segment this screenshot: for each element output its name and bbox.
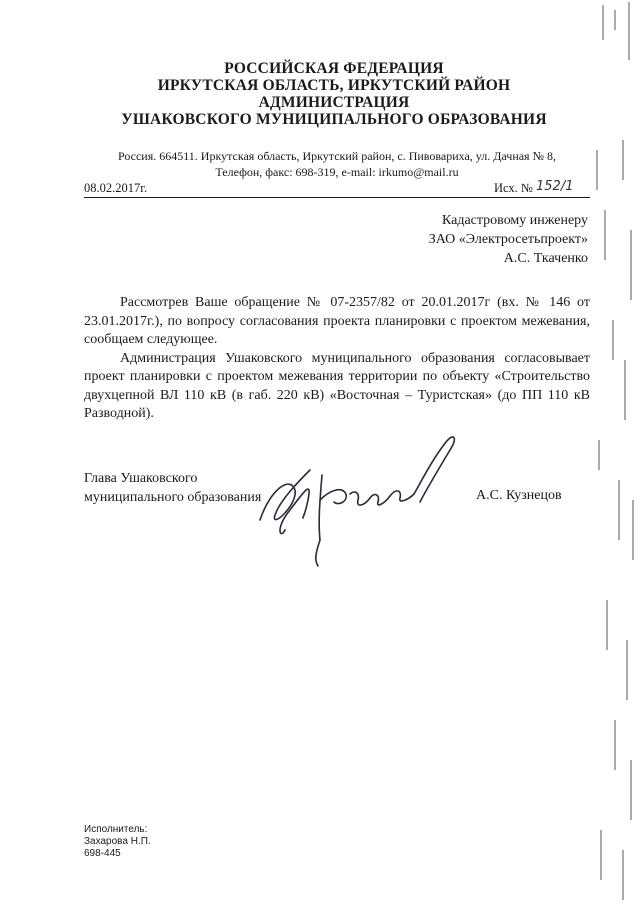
- handwritten-signature: [250, 420, 470, 570]
- letter-body: [84, 294, 590, 424]
- executor-name: Захарова Н.П.: [84, 836, 151, 847]
- scan-margin-artifacts: [585, 0, 640, 905]
- body-paragraph-1: Рассмотрев Ваше обращение № 07-2357/82 от 20.01.2017г (вх. № 146 от 23.01.2017г.), по вопросу согласования проекта планировки с проектом межевания, сообщаем следующее.: [84, 295, 590, 347]
- address-postal: Россия. 664511. Иркутская область, Иркутский район, с. Пивовариха, ул. Дачная № 8,: [117, 149, 557, 163]
- outgoing-number: 152/1: [536, 179, 574, 194]
- letterhead-administration: АДМИНИСТРАЦИЯ: [258, 94, 410, 111]
- letterhead: [84, 60, 584, 128]
- letterhead-municipality: УШАКОВСКОГО МУНИЦИПАЛЬНОГО ОБРАЗОВАНИЯ: [121, 111, 547, 128]
- letterhead-country: РОССИЙСКАЯ ФЕДЕРАЦИЯ: [224, 60, 444, 77]
- sender-address: [84, 148, 590, 180]
- signatory-title-line-1: Глава Ушаковского: [84, 471, 198, 486]
- signatory-title-line-2: муниципального образования: [84, 489, 262, 505]
- reference-row: [84, 181, 590, 198]
- executor-phone: 698-445: [84, 848, 121, 859]
- executor-label: Исполнитель:: [84, 824, 148, 835]
- letterhead-region: ИРКУТСКАЯ ОБЛАСТЬ, ИРКУТСКИЙ РАЙОН: [157, 77, 511, 94]
- address-contacts: Телефон, факс: 698-319, e-mail: irkumo@mail.ru: [215, 165, 459, 179]
- signatory-title: [84, 470, 261, 507]
- addressee-position: Кадастровому инженеру: [441, 213, 588, 228]
- body-paragraph-2: Администрация Ушаковского муниципального образования согласовывает проект планировки с проектом межевания территории по объекту «Строительство двухцепной ВЛ 110 кВ (в габ. 220 кВ) «Восточная – Туристская» (до ПП 110 кВ Разводной).: [84, 350, 590, 421]
- signatory-name: А.С. Кузнецов: [476, 488, 562, 503]
- addressee-block: [429, 211, 588, 268]
- executor-block: [84, 824, 151, 860]
- outgoing-label: Исх. №: [494, 181, 533, 195]
- addressee-company: ЗАО «Электросетьпроект»: [428, 232, 588, 247]
- letter-date: 08.02.2017г.: [84, 181, 148, 195]
- addressee-name: А.С. Ткаченко: [503, 251, 588, 266]
